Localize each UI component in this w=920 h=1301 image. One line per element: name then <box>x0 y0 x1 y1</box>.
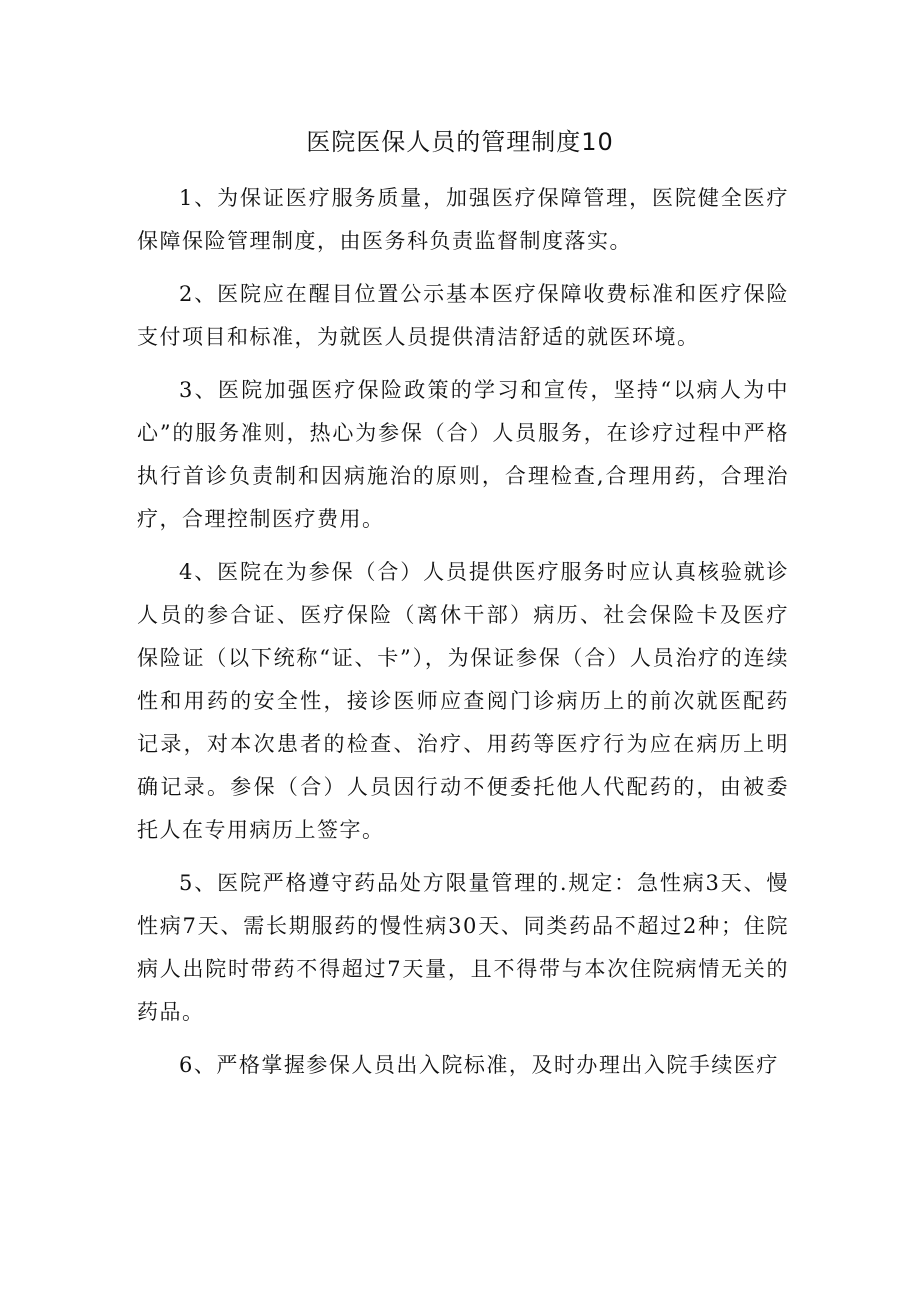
paragraph-6: 6、严格掌握参保人员出入院标准，及时办理出入院手续医疗 <box>179 1053 779 1077</box>
document-body <box>137 177 789 1097</box>
paragraph-1: 1、为保证医疗服务质量，加强医疗保障管理，医院健全医疗保障保险管理制度，由医务科负责监督制度落实。 <box>137 186 789 253</box>
paragraph-3: 3、医院加强医疗保险政策的学习和宣传，坚持“以病人为中心”的服务准则，热心为参保（合）人员服务，在诊疗过程中严格执行首诊负责制和因病施治的原则，合理检查,合理用药，合理治疗，合理控制医疗费用。 <box>137 378 789 531</box>
paragraph-2: 2、医院应在醒目位置公示基本医疗保障收费标准和医疗保险支付项目和标准，为就医人员提供清洁舒适的就医环境。 <box>137 282 789 349</box>
paragraph-4: 4、医院在为参保（合）人员提供医疗服务时应认真核验就诊人员的参合证、医疗保险（离休干部）病历、社会保险卡及医疗保险证（以下统称“证、卡”），为保证参保（合）人员治疗的连续性和用药的安全性，接诊医师应查阅门诊病历上的前次就医配药记录，对本次患者的检查、治疗、用药等医疗行为应在病历上明确记录。参保（合）人员因行动不便委托他人代配药的，由被委托人在专用病历上签字。 <box>137 560 789 842</box>
document-title: 医院医保人员的管理制度10 <box>306 128 614 156</box>
paragraph-5: 5、医院严格遵守药品处方限量管理的.规定：急性病3天、慢性病7天、需长期服药的慢性病30天、同类药品不超过2种；住院病人出院时带药不得超过7天量，且不得带与本次住院病情无关的药品。 <box>137 871 789 1024</box>
